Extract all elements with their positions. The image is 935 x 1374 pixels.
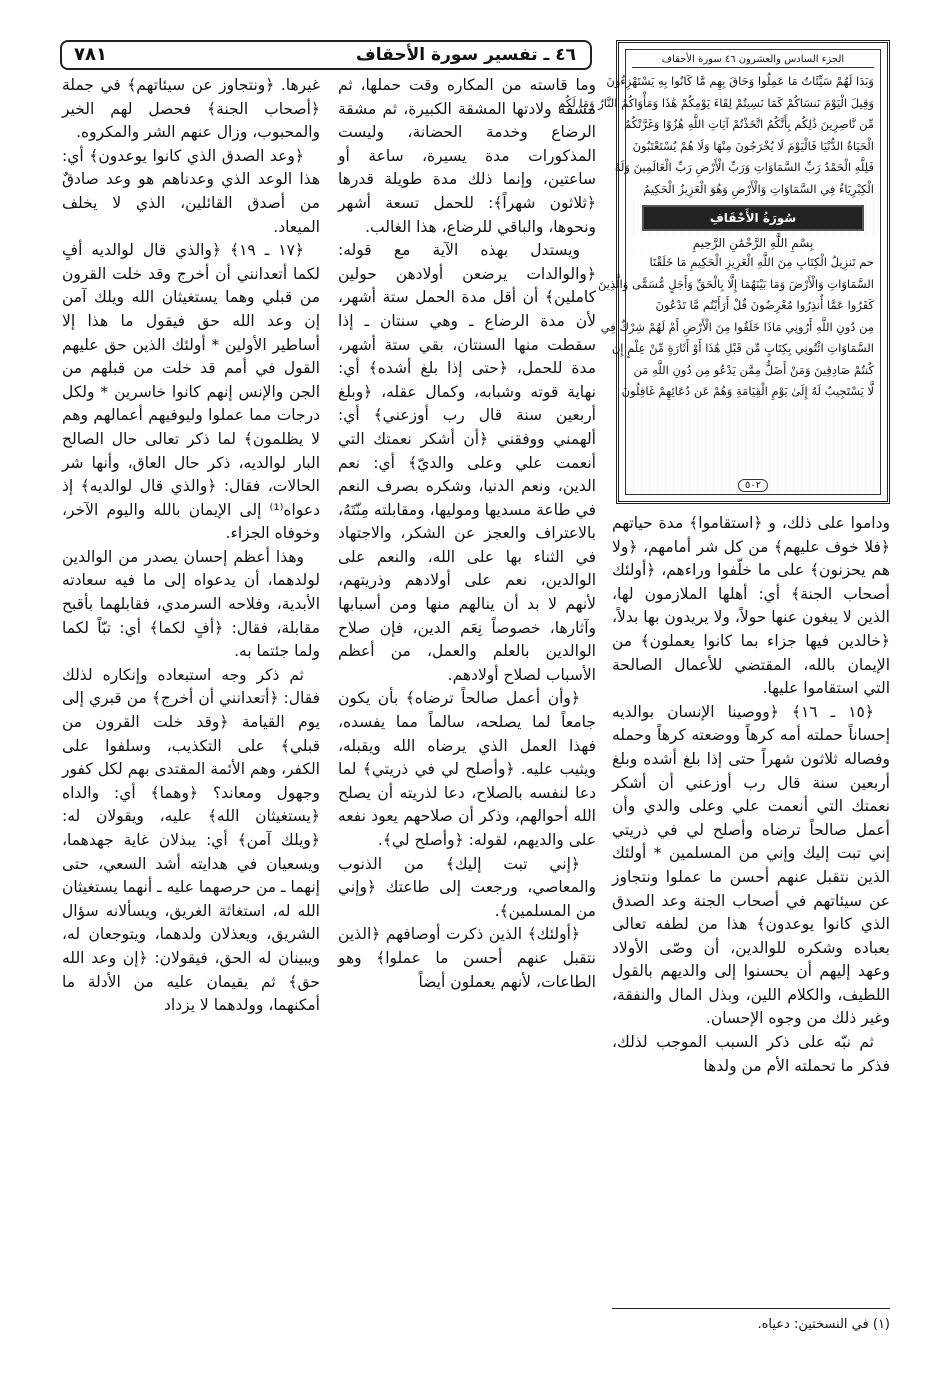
- paragraph: وهذا أعظم إحسان يصدر من الوالدين لولدهما، أن يدعواه إلى ما فيه سعادته الأبدية، وفلاحه السرمدي، فقابلهما بأقبح مقابلة، فقال: ﴿أفٍ لكما﴾ أي: تبّاً لكما ولما جئتما به.: [62, 547, 320, 661]
- paragraph: ﴿وأن أعمل صالحاً ترضاه﴾ بأن يكون جامعاً لما يصلحه، سالماً مما يفسده، فهذا العمل الذي يرضاه الله ويقبله، ويثيب عليه. ﴿وأصلح لي في ذريتي﴾ لما دعا لنفسه بالصلاح، دعا لذريته أن يصلح الله أحوالهم، وذكر أن صلاحهم يعود نفعه على والديهم، لقوله: ﴿وأصلح لي﴾.: [338, 689, 596, 849]
- paragraph: ثم ذكر وجه استبعاده وإنكاره لذلك فقال: ﴿أتعدانني أن أخرج﴾ من قبري إلى يوم القيامة ﴿وقد خلت القرون من قبلي﴾ على التكذيب، وسلفوا على الكفر، وهم الأئمة المقتدى بهم لكل كفور وجهول ومعاند؟ ﴿وهما﴾ أي: والداه ﴿يستغيثان الله﴾ عليه، ويقولان له: ﴿ويلك آمن﴾ أي: يبذلان غاية جهدهما، ويسعيان في هدايته أشد السعي، حتى إنهما ـ من حرصهما عليه ـ أنهما يستغيثان الله له، استغاثة الغريق، ويسألانه سؤال الشريق، ويعذلان ولدهما، ويتوجعان له، ويبينان له الحق، فيقولان: ﴿إن وعد الله حق﴾ ثم يقيمان عليه من الأدلة ما أمكنهما، وولدهما لا يزداد: [62, 665, 320, 1015]
- quran-line: حم تَنزِيلُ الْكِتَابِ مِنَ اللَّهِ الْعَزِيزِ الْحَكِيمِ مَا خَلَقْنَا: [632, 252, 874, 274]
- page-number: ٧٨١: [74, 44, 107, 65]
- quran-line: كُنتُمْ صَادِقِينَ وَمَنْ أَضَلُّ مِمَّن يَدْعُو مِن دُونِ اللَّهِ مَن: [632, 360, 874, 382]
- basmala: بِسْمِ اللَّهِ الرَّحْمَٰنِ الرَّحِيمِ: [632, 236, 874, 250]
- paragraph: وما قاسته من المكاره وقت حملها، ثم مشقة ولادتها المشقة الكبيرة، ثم مشقة الرضاع وخدمة الحضانة، وليست المذكورات مدة يسيرة، ساعة أو ساعتين، وإنما ذلك مدة طويلة قدرها ﴿ثلاثون شهراً﴾: للحمل تسعة أشهر ونحوها، والباقي للرضاع، هذا الغالب.: [338, 76, 596, 236]
- mushaf-page-number: ٥٠٢: [738, 479, 768, 492]
- paragraph: ﴿أولئك﴾ الذين ذكرت أوصافهم ﴿الذين نتقبل عنهم أحسن ما عملوا﴾ وهو الطاعات، لأنهم يعملون أيضاً: [338, 925, 596, 991]
- quran-line: السَّمَاوَاتِ ائْتُونِي بِكِتَابٍ مِّن قَبْلِ هَٰذَا أَوْ أَثَارَةٍ مِّنْ عِلْمٍ إِن: [632, 338, 874, 360]
- paragraph: ﴿إني تبت إليك﴾ من الذنوب والمعاصي، ورجعت إلى طاعتك ﴿وإني من المسلمين﴾.: [338, 854, 596, 920]
- paragraph: ﴿وعد الصدق الذي كانوا يوعدون﴾ أي: هذا الوعد الذي وعدناهم هو وعد صادقٌ من أصدق القائلين، الذي لا يخلف الميعاد.: [62, 146, 320, 236]
- quran-line: فَلِلَّهِ الْحَمْدُ رَبِّ السَّمَاوَاتِ وَرَبِّ الْأَرْضِ رَبِّ الْعَالَمِينَ وَلَهُ: [632, 157, 874, 179]
- quran-line: وَبَدَا لَهُمْ سَيِّئَاتُ مَا عَمِلُوا وَحَاقَ بِهِم مَّا كَانُوا بِهِ يَسْتَهْزِءُونَ: [632, 71, 874, 93]
- text-column-left: [62, 74, 320, 1018]
- text-column-middle: [338, 74, 596, 994]
- text-column-right: [612, 512, 890, 1078]
- quran-line: الْكِبْرِيَاءُ فِي السَّمَاوَاتِ وَالْأَرْضِ وَهُوَ الْعَزِيزُ الْحَكِيمُ: [632, 179, 874, 201]
- footnote-divider: [612, 1308, 890, 1309]
- quran-line: مِّن نَّاصِرِينَ ذَٰلِكُم بِأَنَّكُمُ اتَّخَذْتُمْ آيَاتِ اللَّهِ هُزُوًا وَغَرَّتْكُمُ: [632, 114, 874, 136]
- running-header: [60, 40, 592, 70]
- paragraph: وداموا على ذلك، و ﴿استقاموا﴾ مدة حياتهم ﴿فلا خوف عليهم﴾ من كل شر أمامهم، ﴿ولا هم يحزنون﴾ على ما خلّفوا وراءهم، ﴿أولئك أصحاب الجنة﴾ أي: أهلها الملازمون لها، الذين لا يبغون عنها حولاً، ولا يريدون بها بدلاً، ﴿خالدين فيها جزاء بما كانوا يعملون﴾ من الإيمان بالله، المقتضي للأعمال الصالحة التي استقاموا عليها.: [612, 514, 890, 698]
- quran-line: الْحَيَاةُ الدُّنْيَا فَالْيَوْمَ لَا يُخْرَجُونَ مِنْهَا وَلَا هُمْ يُسْتَعْتَبُونَ: [632, 136, 874, 158]
- quran-line: وَقِيلَ الْيَوْمَ نَنسَاكُمْ كَمَا نَسِيتُمْ لِقَاءَ يَوْمِكُمْ هَٰذَا وَمَأْوَاكُمُ النَّارُ وَمَا لَكُم: [632, 93, 874, 115]
- quran-line: السَّمَاوَاتِ وَالْأَرْضَ وَمَا بَيْنَهُمَا إِلَّا بِالْحَقِّ وَأَجَلٍ مُّسَمًّى وَالَّذِينَ: [632, 274, 874, 296]
- paragraph: ثم نبّه على ذكر السبب الموجب لذلك، فذكر ما تحملته الأم من ولدها: [612, 1033, 890, 1075]
- quran-line: لَّا يَسْتَجِيبُ لَهُ إِلَىٰ يَوْمِ الْقِيَامَةِ وَهُمْ عَن دُعَائِهِمْ غَافِلُونَ: [632, 381, 874, 403]
- paragraph: ويستدل بهذه الآية مع قوله: ﴿والوالدات يرضعن أولادهن حولين كاملين﴾ أن أقل مدة الحمل ستة أشهر، لأن مدة الرضاع ـ وهي سنتان ـ إذا سقطت منها السنتان، بقي ستة أشهر، مدة للحمل، ﴿حتى إذا بلغ أشده﴾ أي: نهاية قوته وشبابه، وكمال عقله، ﴿وبلغ أربعين سنة قال رب أوزعني﴾ أي: ألهمني ووفقني ﴿أن أشكر نعمتك التي أنعمت علي وعلى والديّ﴾ أي: نعم الدين، ونعم الدنيا، وشكره بصرف النعم في طاعة مسديها وموليها، ومقابلته مِنّتَهُ، بالاعتراف والعجز عن الشكر، والاجتهاد في الثناء بها على الله، والنعم على الوالدين، نعم على أولادهم وذريتهم، لأنهم لا بد أن ينالهم منها ومن أسبابها وآثارها، خصوصاً نِعَم الدين، فإن صلاح الوالدين بالعلم والعمل، من أعظم الأسباب لصلاح أولادهم.: [338, 241, 596, 684]
- quran-line: كَفَرُوا عَمَّا أُنذِرُوا مُعْرِضُونَ قُلْ أَرَأَيْتُم مَّا تَدْعُونَ: [632, 295, 874, 317]
- quran-line: مِن دُونِ اللَّهِ أَرُونِي مَاذَا خَلَقُوا مِنَ الْأَرْضِ أَمْ لَهُمْ شِرْكٌ فِي: [632, 317, 874, 339]
- paragraph: غيرها. ﴿ونتجاوز عن سيئاتهم﴾ في جملة ﴿أصحاب الجنة﴾ فحصل لهم الخير والمحبوب، وزال عنهم الشر والمكروه.: [62, 76, 320, 142]
- paragraph: ﴿١٥ ـ ١٦﴾ ﴿ووصينا الإنسان بوالديه إحساناً حملته أمه كرهاً ووضعته كرهاً وحمله وفصاله ثلاثون شهراً حتى إذا بلغ أشده وبلغ أربعين سنة قال رب أوزعني أن أشكر نعمتك التي أنعمت علي وعلى والدي وأن أعمل صالحاً ترضاه وأصلح لي في ذريتي إني تبت إليك وإني من المسلمين * أولئك الذين نتقبل عنهم أحسن ما عملوا ونتجاوز عن سيئاتهم في أصحاب الجنة وعد الصدق الذي كانوا يوعدون﴾ هذا من لطفه تعالى بعباده وشكره للوالدين، أن وصّى الأولاد وعهد إليهم أن يحسنوا إلى والديهم بالقول اللطيف، والكلام اللين، وبذل المال والنفقة، وغير ذلك من وجوه الإحسان.: [612, 702, 890, 1028]
- mushaf-page-frame: [558, 40, 890, 504]
- footnote: (١) في النسختين: دعياه.: [757, 1317, 890, 1332]
- mushaf-top-label: الجزء السادس والعشرون ٤٦ سورة الأحقاف: [632, 54, 874, 68]
- paragraph: ﴿١٧ ـ ١٩﴾ ﴿والذي قال لوالديه أفٍ لكما أتعدانني أن أخرج وقد خلت القرون من قبلي وهما يستغيثان الله ويلك آمن إن وعد الله حق فيقول ما هذا إلا أساطير الأولين * أولئك الذين حق عليهم القول في أمم قد خلت من قبلهم من الجن والإنس إنهم كانوا خاسرين * ولكل درجات مما عملوا وليوفيهم أعمالهم وهم لا يظلمون﴾ لما ذكر تعالى حال الصالح البار لوالديه، ذكر حال العاق، وأنها شر الحالات، فقال: ﴿والذي قال لوالديه﴾ إذ دعواه⁽¹⁾ إلى الإيمان بالله واليوم الآخر، وخوفاه الجزاء.: [62, 241, 320, 543]
- running-title: ٤٦ ـ تفسير سورة الأحقاف: [356, 45, 576, 65]
- mushaf-page: [558, 49, 881, 495]
- surah-title-banner: سُورَةُ الأَحْقَافِ: [642, 205, 864, 231]
